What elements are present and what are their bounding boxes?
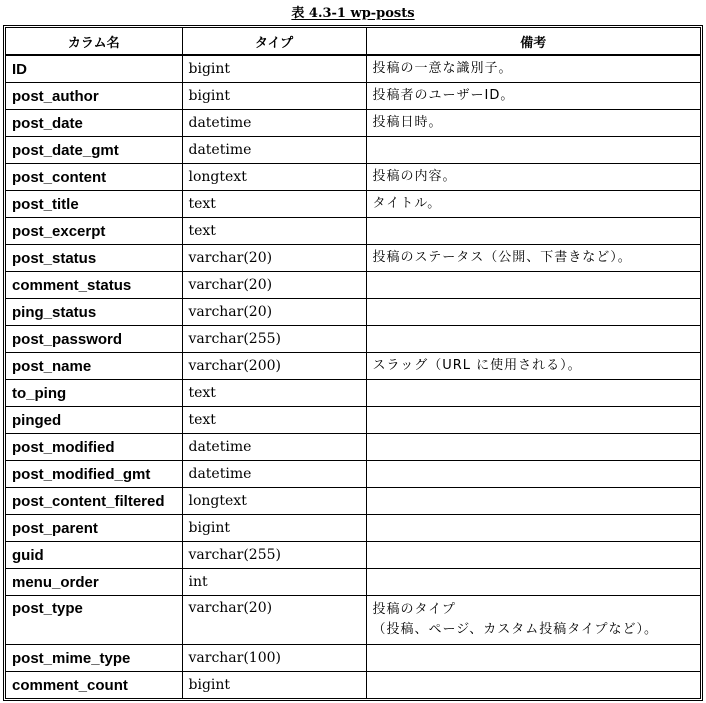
column-type-cell: varchar(255) [182, 326, 366, 353]
column-type-cell: text [182, 191, 366, 218]
column-name-cell: to_ping [6, 380, 182, 407]
column-name-cell: post_date [6, 110, 182, 137]
note-text: 投稿者のユーザーID。 [372, 88, 515, 103]
note-cell [366, 272, 700, 299]
table-row [6, 461, 700, 488]
column-type-cell: bigint [182, 672, 366, 699]
table-row [6, 272, 700, 299]
column-name-cell: post_excerpt [6, 218, 182, 245]
column-type-cell: longtext [182, 164, 366, 191]
column-name-cell: comment_count [6, 672, 182, 699]
column-name-cell: post_type [6, 596, 182, 645]
column-type-cell: varchar(20) [182, 245, 366, 272]
column-name-cell: post_status [6, 245, 182, 272]
column-name-cell: comment_status [6, 272, 182, 299]
table-row [6, 645, 700, 672]
column-name-cell: post_modified [6, 434, 182, 461]
column-type-cell: datetime [182, 110, 366, 137]
column-type-cell: varchar(255) [182, 542, 366, 569]
note-cell [366, 55, 700, 83]
column-type-cell: varchar(200) [182, 353, 366, 380]
column-name-cell: post_content [6, 164, 182, 191]
column-name-cell: post_mime_type [6, 645, 182, 672]
table-row [6, 380, 700, 407]
note-cell [366, 542, 700, 569]
table-row [6, 353, 700, 380]
column-name-cell: post_author [6, 83, 182, 110]
table-row [6, 245, 700, 272]
table-row [6, 55, 700, 83]
note-cell [366, 569, 700, 596]
note-cell [366, 488, 700, 515]
column-name-cell: post_date_gmt [6, 137, 182, 164]
note-text: （投稿、ページ、カスタム投稿タイプなど）。 [372, 622, 659, 637]
note-cell [366, 407, 700, 434]
column-name-cell: ping_status [6, 299, 182, 326]
note-cell [366, 461, 700, 488]
column-type-cell: longtext [182, 488, 366, 515]
note-cell [366, 110, 700, 137]
table-row [6, 515, 700, 542]
column-name-cell: post_parent [6, 515, 182, 542]
column-type-cell: bigint [182, 55, 366, 83]
column-type-cell: varchar(20) [182, 596, 366, 645]
table-row [6, 137, 700, 164]
column-type-cell: bigint [182, 83, 366, 110]
table-body [6, 55, 700, 698]
column-type-cell: varchar(20) [182, 299, 366, 326]
column-name-cell: post_title [6, 191, 182, 218]
note-cell [366, 137, 700, 164]
note-text: 投稿の一意な識別子。 [372, 61, 513, 76]
table-row [6, 542, 700, 569]
note-cell [366, 672, 700, 699]
column-name-cell: post_content_filtered [6, 488, 182, 515]
note-text: 投稿の内容。 [372, 169, 457, 184]
note-cell [366, 326, 700, 353]
note-text: スラッグ（URL に使用される）。 [372, 358, 582, 373]
table-row [6, 488, 700, 515]
note-cell [366, 245, 700, 272]
schema-table [6, 28, 700, 698]
column-type-cell: int [182, 569, 366, 596]
note-cell [366, 515, 700, 542]
note-cell [366, 299, 700, 326]
column-name-cell: post_password [6, 326, 182, 353]
column-name-cell: ID [6, 55, 182, 83]
table-row [6, 569, 700, 596]
note-text: 投稿のタイプ [372, 602, 456, 617]
note-cell [366, 380, 700, 407]
column-type-cell: varchar(100) [182, 645, 366, 672]
note-text: 投稿日時。 [372, 115, 443, 130]
column-header-type: タイプ [182, 28, 366, 55]
note-cell [366, 353, 700, 380]
note-text: 投稿のステータス（公開、下書きなど）。 [372, 250, 632, 265]
column-name-cell: post_modified_gmt [6, 461, 182, 488]
table-frame [3, 25, 703, 701]
table-row [6, 672, 700, 699]
column-type-cell: text [182, 218, 366, 245]
column-type-cell: datetime [182, 434, 366, 461]
column-type-cell: datetime [182, 461, 366, 488]
column-type-cell: varchar(20) [182, 272, 366, 299]
note-text: タイトル。 [372, 196, 442, 211]
column-type-cell: text [182, 407, 366, 434]
column-name-cell: post_name [6, 353, 182, 380]
table-row [6, 218, 700, 245]
column-header-name: カラム名 [6, 28, 182, 55]
column-name-cell: pinged [6, 407, 182, 434]
table-caption: 表 4.3-1 wp-posts [291, 6, 415, 21]
note-cell [366, 83, 700, 110]
table-row [6, 110, 700, 137]
column-type-cell: text [182, 380, 366, 407]
table-row [6, 407, 700, 434]
column-type-cell: bigint [182, 515, 366, 542]
column-name-cell: menu_order [6, 569, 182, 596]
note-cell [366, 191, 700, 218]
note-cell [366, 218, 700, 245]
table-row [6, 191, 700, 218]
table-row [6, 434, 700, 461]
note-cell [366, 645, 700, 672]
table-row [6, 326, 700, 353]
table-row [6, 299, 700, 326]
header-row [6, 28, 700, 55]
table-row [6, 596, 700, 645]
column-header-note: 備考 [366, 28, 700, 55]
table-row [6, 164, 700, 191]
note-cell [366, 164, 700, 191]
column-type-cell: datetime [182, 137, 366, 164]
note-cell [366, 596, 700, 645]
table-row [6, 83, 700, 110]
note-cell [366, 434, 700, 461]
column-name-cell: guid [6, 542, 182, 569]
